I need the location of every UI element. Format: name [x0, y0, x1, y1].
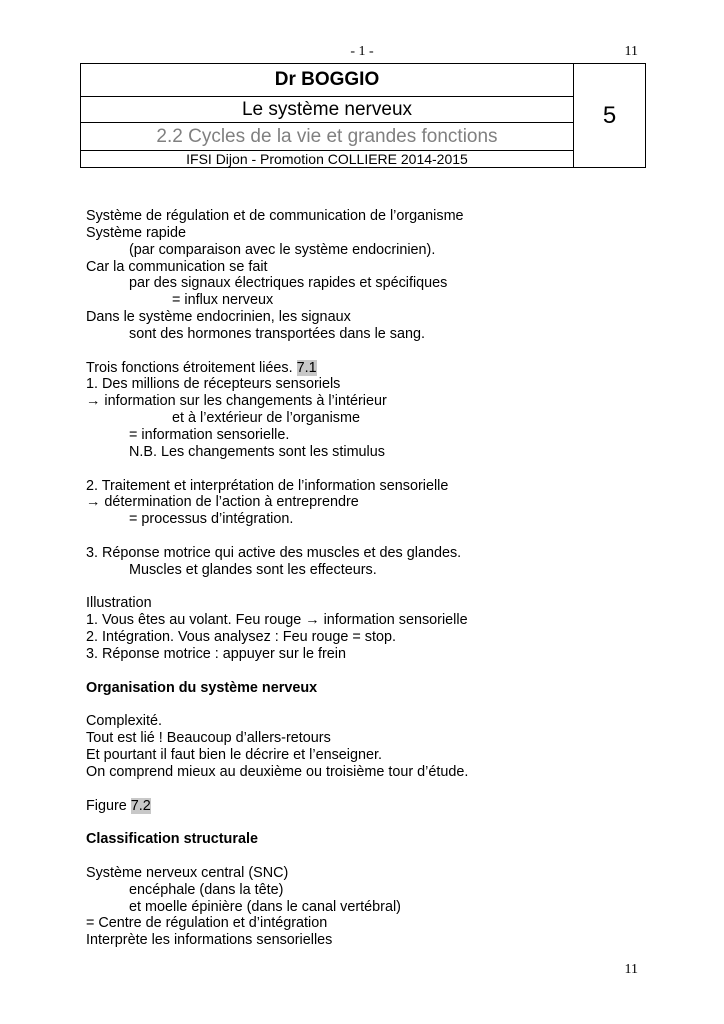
- text-line: [86, 747, 686, 764]
- line-text: encéphale (dans la tête): [129, 881, 284, 898]
- author: Dr BOGGIO: [81, 64, 574, 97]
- page-header-center: - 1 -: [350, 44, 374, 59]
- blank-line: [86, 528, 686, 545]
- blank-line: [86, 814, 686, 831]
- text-line: [86, 730, 686, 747]
- text-line: [86, 208, 686, 225]
- text-line: [86, 899, 686, 916]
- text-line: [86, 478, 686, 495]
- text-line: [86, 865, 686, 882]
- text-line: [86, 292, 686, 309]
- text-line: [86, 915, 686, 932]
- line-text: Figure: [86, 797, 131, 814]
- text-line: [86, 242, 686, 259]
- text-line: [86, 494, 686, 511]
- blank-line: [86, 848, 686, 865]
- text-line: [86, 646, 686, 663]
- line-text: sont des hormones transportées dans le sang.: [129, 325, 425, 342]
- text-line: [86, 225, 686, 242]
- text-line: [86, 882, 686, 899]
- line-text: Dans le système endocrinien, les signaux: [86, 309, 351, 326]
- line-text: par des signaux électriques rapides et spécifiques: [129, 275, 448, 292]
- line-text: 1. Des millions de récepteurs sensoriels: [86, 376, 341, 393]
- blank-line: [86, 343, 686, 360]
- line-text: = processus d’intégration.: [129, 511, 294, 528]
- line-text: Muscles et glandes sont les effecteurs.: [129, 561, 377, 578]
- figure-reference: 7.1: [296, 359, 317, 376]
- line-text: 2. Intégration. Vous analysez : Feu rouge = stop.: [86, 629, 396, 646]
- blank-line: [86, 663, 686, 680]
- line-text: = Centre de régulation et d’intégration: [86, 915, 328, 932]
- document-title: Le système nerveux: [81, 97, 574, 123]
- text-line: [86, 932, 686, 949]
- line-text: Tout est lié ! Beaucoup d’allers-retours: [86, 730, 331, 747]
- line-text: Interprète les informations sensorielles: [86, 932, 333, 949]
- text-line: [86, 764, 686, 781]
- institution: IFSI Dijon - Promotion COLLIERE 2014-2015: [81, 151, 574, 168]
- text-line: [86, 713, 686, 730]
- figure-reference: 7.2: [130, 797, 151, 814]
- line-text: N.B. Les changements sont les stimulus: [129, 443, 385, 460]
- line-text: et moelle épinière (dans le canal vertébral): [129, 898, 401, 915]
- title-block: [80, 63, 646, 168]
- text-line: [86, 612, 686, 629]
- line-text: 3. Réponse motrice qui active des muscles et des glandes.: [86, 544, 462, 561]
- text-line: [86, 275, 686, 292]
- line-text: Classification structurale: [86, 831, 258, 848]
- line-text: 1. Vous êtes au volant. Feu rouge → information sensorielle: [86, 612, 468, 629]
- blank-line: [86, 461, 686, 478]
- blank-line: [86, 696, 686, 713]
- document-subtitle: 2.2 Cycles de la vie et grandes fonctions: [81, 123, 574, 151]
- line-text: Complexité.: [86, 713, 162, 730]
- line-text: Et pourtant il faut bien le décrire et l’enseigner.: [86, 747, 382, 763]
- text-line: [86, 393, 686, 410]
- line-text: On comprend mieux au deuxième ou troisième tour d’étude.: [86, 763, 469, 780]
- text-line: [86, 511, 686, 528]
- text-line: [86, 629, 686, 646]
- text-line: [86, 427, 686, 444]
- line-text: Système nerveux central (SNC): [86, 864, 289, 881]
- text-line: [86, 545, 686, 562]
- text-line: [86, 360, 686, 377]
- text-line: [86, 798, 686, 815]
- text-line: [86, 259, 686, 276]
- line-text: Système rapide: [86, 224, 186, 241]
- section-heading: [86, 831, 686, 848]
- page-header-number: 11: [624, 44, 638, 59]
- line-text: Car la communication se fait: [86, 258, 268, 275]
- line-text: Organisation du système nerveux: [86, 679, 318, 696]
- line-text: Trois fonctions étroitement liées.: [86, 359, 297, 376]
- line-text: → information sur les changements à l’intérieur: [86, 393, 387, 410]
- text-line: [86, 595, 686, 612]
- text-line: [86, 410, 686, 427]
- blank-line: [86, 781, 686, 798]
- text-line: [86, 444, 686, 461]
- line-text: → détermination de l’action à entreprendre: [86, 494, 359, 511]
- blank-line: [86, 579, 686, 596]
- line-text: = influx nerveux: [172, 292, 274, 309]
- page-footer-number: 11: [624, 962, 638, 977]
- line-text: Illustration: [86, 595, 152, 612]
- chapter-number: 5: [574, 64, 646, 168]
- line-text: 2. Traitement et interprétation de l’information sensorielle: [86, 477, 449, 494]
- text-line: [86, 376, 686, 393]
- line-text: (par comparaison avec le système endocrinien).: [129, 241, 436, 258]
- document-body: [86, 208, 686, 949]
- line-text: Système de régulation et de communication de l’organisme: [86, 208, 464, 224]
- text-line: [86, 326, 686, 343]
- text-line: [86, 562, 686, 579]
- text-line: [86, 309, 686, 326]
- line-text: = information sensorielle.: [129, 426, 290, 443]
- line-text: et à l’extérieur de l’organisme: [172, 410, 360, 427]
- line-text: 3. Réponse motrice : appuyer sur le frein: [86, 645, 346, 662]
- section-heading: [86, 680, 686, 697]
